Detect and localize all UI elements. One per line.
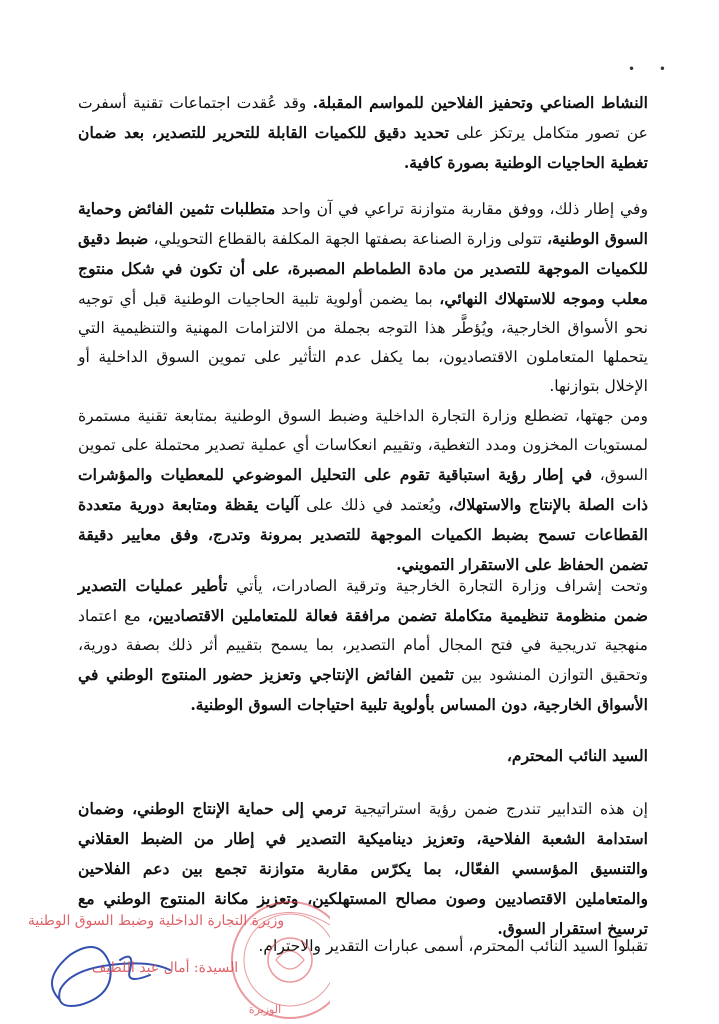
paragraph-2 (78, 194, 648, 401)
text-segment: تحديد دقيق للكميات القابلة للتحرير للتصدير، بعد ضمان تغطية الحاجيات الوطنية بصورة كافية. (78, 123, 648, 172)
seal-caption: الوزيرة (248, 1003, 282, 1016)
minister-name-stamp: السيدة: أمال عبد اللطيف (91, 960, 239, 976)
top-marks: • • (628, 62, 676, 76)
text-segment: بما يضمن أولوية تلبية الحاجيات الوطنية قبل أي توجيه نحو الأسواق الخارجية، ويُؤطَّر هذا التوجه بجملة من الالتزامات المهنية والتنظيمية التي يتحملها المتعاملون الاقتصاديون، بما يكفل عدم التأثير على تموين السوق الداخلية أو الإخلال بتوازنها. (78, 290, 648, 395)
paragraph-4 (78, 571, 648, 720)
text-segment: تقبلوا السيد النائب المحترم، أسمى عبارات التقدير والاحترام. (258, 937, 648, 955)
text-segment: النشاط الصناعي وتحفيز الفلاحين للمواسم المقبلة. (312, 93, 648, 112)
text-segment: تتولى وزارة الصناعة بصفتها الجهة المكلفة بالقطاع التحويلي، (148, 230, 547, 248)
text-segment: تثمين الفائض الإنتاجي وتعزيز حضور المنتوج الوطني في الأسواق الخارجية، دون المساس بأولوية تلبية احتياجات السوق الوطنية. (78, 665, 648, 714)
text-segment: ويُعتمد في ذلك على (299, 496, 449, 514)
text-segment: ضبط دقيق للكميات الموجهة للتصدير من مادة الطماطم المصبرة، على أن تكون في شكل منتوج معلب وموجه للاستهلاك النهائي، (78, 229, 648, 308)
text-segment: وقد عُقدت اجتماعات تقنية أسفرت عن تصور متكامل يرتكز على (78, 94, 648, 142)
text-segment: السيد النائب المحترم، (506, 746, 648, 765)
text-segment: متطلبات تثمين الفائض وحماية السوق الوطنية، (78, 199, 648, 248)
text-segment: آليات يقظة ومتابعة دورية متعددة القطاعات تسمح بضبط الكميات الموجهة للتصدير بمرونة وتدرج، وفق معايير دقيقة تضمن الحفاظ على الاستقرار التمويني. (78, 495, 648, 574)
text-segment: وتحت إشراف وزارة التجارة الخارجية وترقية الصادرات، يأتي (227, 577, 648, 595)
text-segment: إن هذه التدابير تندرج ضمن رؤية استراتيجية (346, 800, 648, 818)
text-segment: مع اعتماد منهجية تدريجية في فتح المجال أمام التصدير، بما يسمح بتقييم أثر ذلك بصفة دورية، وتحقيق التوازن المنشود بين (78, 607, 648, 684)
text-segment: في إطار رؤية استباقية تقوم على التحليل الموضوعي للمعطيات والمؤشرات ذات الصلة بالإنتاج والاستهلاك، (78, 465, 649, 514)
text-segment: تأطير عمليات التصدير ضمن منظومة تنظيمية متكاملة تضمن مرافقة فعالة للمتعاملين الاقتصاديين، (78, 576, 648, 625)
text-segment: ترمي إلى حماية الإنتاج الوطني، وضمان استدامة الشعبة الفلاحية، وتعزيز ديناميكية التصدير في إطار من الضبط العقلاني والتنسيق المؤسسي الفعّال، بما يكرّس مقاربة متوازنة تجمع بين دعم الفلاحين والمتعاملين الاقتصاديين وصون مصالح المستهلكين، وتعزيز مكانة المنتوج الوطني مع ترسيخ استقرار السوق. (78, 799, 648, 938)
ministry-stamp-text: وزيرة التجارة الداخلية وضبط السوق الوطنية (27, 913, 285, 929)
paragraph-1 (78, 88, 648, 178)
paragraph-3 (78, 402, 648, 580)
text-segment: وفي إطار ذلك، ووفق مقاربة متوازنة تراعي في آن واحد (275, 200, 648, 218)
salutation (78, 741, 648, 771)
text-segment: ومن جهتها، تضطلع وزارة التجارة الداخلية وضبط السوق الوطنية بمتابعة تقنية مستمرة لمستويات المخزون ومدد التغطية، وتقييم انعكاسات أي عملية تصدير محتملة على تموين السوق، (78, 407, 648, 484)
